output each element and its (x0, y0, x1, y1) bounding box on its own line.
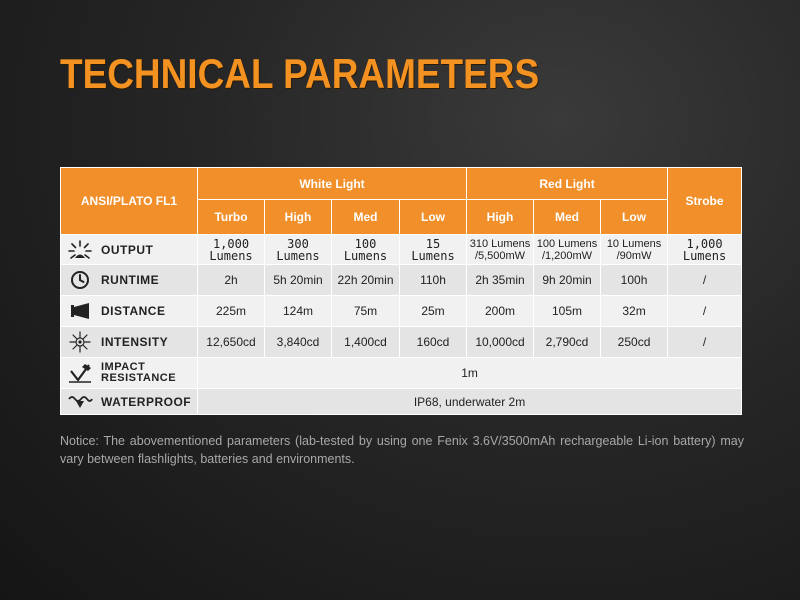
row-label-cell (61, 265, 198, 296)
distance-strobe: / (668, 296, 742, 327)
output-red-med: 100 Lumens /1,200mW (534, 235, 601, 265)
runtime-red-high: 2h 35min (467, 265, 534, 296)
red-light-header: Red Light (467, 168, 668, 200)
intensity-red-low: 250cd (601, 327, 668, 358)
spec-table (60, 167, 742, 415)
runtime-turbo: 2h (198, 265, 265, 296)
runtime-red-low: 100h (601, 265, 668, 296)
runtime-strobe: / (668, 265, 742, 296)
mode-header-low: Low (400, 200, 467, 235)
output-red-low: 10 Lumens /90mW (601, 235, 668, 265)
intensity-med: 1,400cd (332, 327, 400, 358)
distance-red-med: 105m (534, 296, 601, 327)
impact-hammer-icon (67, 362, 93, 384)
row-label-cell (61, 296, 198, 327)
runtime-med: 22h 20min (332, 265, 400, 296)
white-light-header: White Light (198, 168, 467, 200)
table-row-impact (61, 358, 742, 389)
water-wave-icon (67, 391, 93, 413)
mode-header-med: Med (332, 200, 400, 235)
intensity-red-med: 2,790cd (534, 327, 601, 358)
distance-red-low: 32m (601, 296, 668, 327)
output-low: 15 Lumens (400, 235, 467, 265)
waterproof-value: IP68, underwater 2m (198, 389, 742, 415)
output-high: 300 Lumens (265, 235, 332, 265)
intensity-turbo: 12,650cd (198, 327, 265, 358)
output-strobe: 1,000 Lumens (668, 235, 742, 265)
output-med: 100 Lumens (332, 235, 400, 265)
distance-low: 25m (400, 296, 467, 327)
row-label-cell (61, 327, 198, 358)
row-label-waterproof: WATERPROOF (101, 394, 192, 409)
runtime-high: 5h 20min (265, 265, 332, 296)
row-label-impact: IMPACT RESISTANCE (101, 361, 177, 384)
table-row-waterproof (61, 389, 742, 415)
table-row-runtime (61, 265, 742, 296)
distance-red-high: 200m (467, 296, 534, 327)
impact-value: 1m (198, 358, 742, 389)
runtime-red-med: 9h 20min (534, 265, 601, 296)
distance-med: 75m (332, 296, 400, 327)
clock-icon (67, 269, 93, 291)
table-row-output (61, 235, 742, 265)
distance-turbo: 225m (198, 296, 265, 327)
notice-text: Notice: The abovementioned parameters (lab-tested by using one Fenix 3.6V/3500mAh rechargeable Li-ion battery) may vary between flashlights, batteries and environments. (60, 434, 744, 466)
page-title: TECHNICAL PARAMETERS (60, 50, 540, 97)
output-red-high: 310 Lumens /5,500mW (467, 235, 534, 265)
table-row-intensity (61, 327, 742, 358)
output-turbo: 1,000 Lumens (198, 235, 265, 265)
row-label-runtime: RUNTIME (101, 273, 160, 287)
row-label-cell (61, 358, 198, 389)
runtime-low: 110h (400, 265, 467, 296)
intensity-high: 3,840cd (265, 327, 332, 358)
row-label-cell (61, 235, 198, 265)
strobe-header: Strobe (668, 168, 742, 235)
output-burst-icon (67, 239, 93, 261)
row-label-output: OUTPUT (101, 242, 154, 257)
mode-header-red-med: Med (534, 200, 601, 235)
mode-header-red-high: High (467, 200, 534, 235)
mode-header-turbo: Turbo (198, 200, 265, 235)
distance-high: 124m (265, 296, 332, 327)
table-row-distance (61, 296, 742, 327)
intensity-strobe: / (668, 327, 742, 358)
intensity-low: 160cd (400, 327, 467, 358)
standard-header: ANSI/PLATO FL1 (61, 168, 198, 235)
row-label-cell (61, 389, 198, 415)
beam-distance-icon (67, 300, 93, 322)
row-label-distance: DISTANCE (101, 304, 166, 318)
intensity-target-icon (67, 331, 93, 353)
intensity-red-high: 10,000cd (467, 327, 534, 358)
row-label-intensity: INTENSITY (101, 335, 169, 349)
mode-header-high: High (265, 200, 332, 235)
mode-header-red-low: Low (601, 200, 668, 235)
